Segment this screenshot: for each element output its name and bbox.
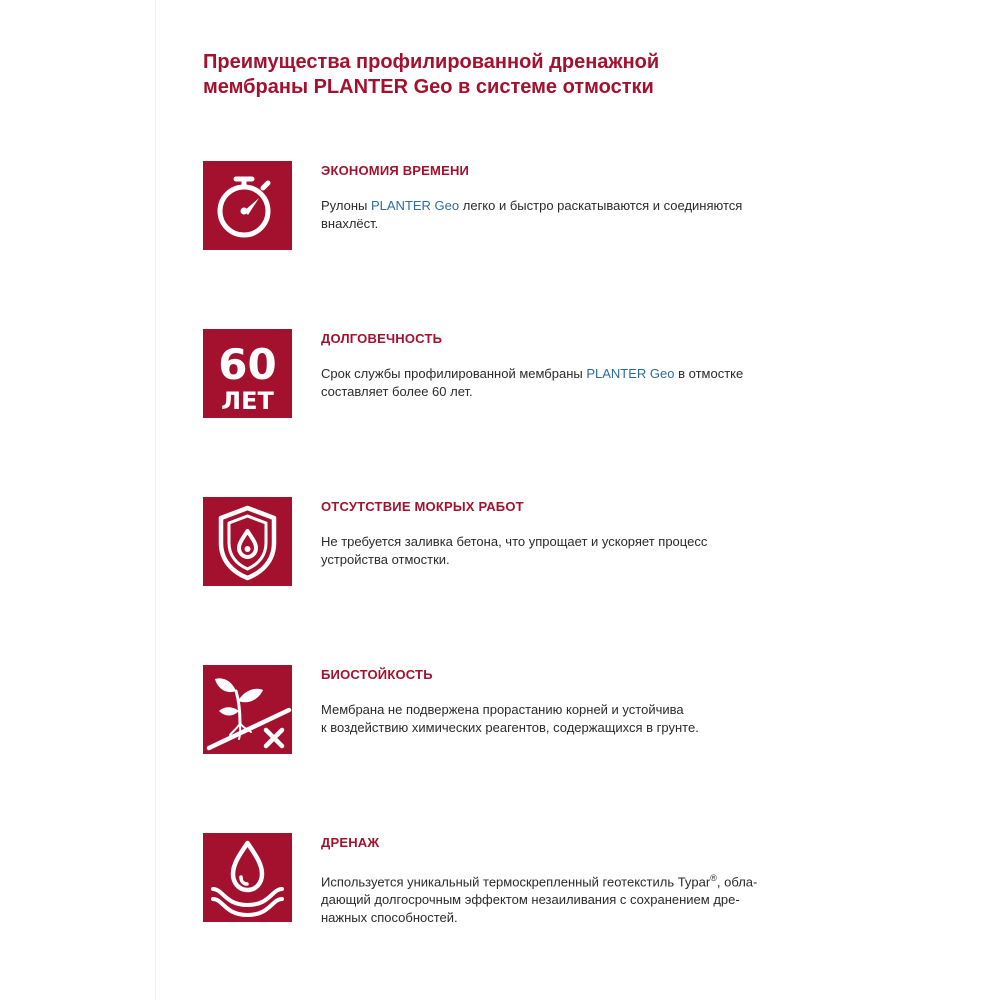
- brand-name: PLANTER Geo: [370, 198, 460, 213]
- desc-text: Рулоны: [321, 198, 371, 213]
- feature-heading: ЭКОНОМИЯ ВРЕМЕНИ: [321, 163, 470, 178]
- desc-text: внахлёст.: [321, 216, 379, 231]
- feature-bio-resistance: [203, 665, 843, 755]
- feature-durability: [203, 329, 843, 419]
- feature-drainage: [203, 833, 843, 926]
- page-title-line-1: Преимущества профилированной дренажной: [203, 51, 660, 73]
- page-title: [203, 50, 843, 100]
- feature-heading: БИОСТОЙКОСТЬ: [321, 667, 433, 682]
- desc-text: дающий долгосрочным эффектом незаиливания с сохранением дре-: [321, 892, 740, 908]
- feature-text: [321, 665, 821, 737]
- desc-text: к воздействию химических реагентов, содержащихся в грунте.: [321, 720, 699, 735]
- feature-text: [321, 161, 821, 233]
- shield-drop-icon: [203, 497, 292, 586]
- desc-text: нажных способностей.: [321, 910, 458, 926]
- feature-text: [321, 833, 821, 927]
- feature-description: [321, 197, 821, 233]
- feature-description: [321, 869, 821, 927]
- feature-description: [321, 533, 821, 569]
- feature-heading: ДОЛГОВЕЧНОСТЬ: [321, 331, 443, 346]
- desc-text: Используется уникальный термоскрепленный геотекстиль Typar: [321, 874, 711, 890]
- drainage-drop-icon: [203, 833, 292, 922]
- desc-text: легко и быстро раскатываются и соединяются: [459, 198, 743, 213]
- registered-mark: ®: [710, 873, 717, 883]
- feature-heading: ДРЕНАЖ: [321, 835, 380, 850]
- feature-heading: ОТСУТСТВИЕ МОКРЫХ РАБОТ: [321, 499, 524, 514]
- page-title-line-2: мембраны PLANTER Geo в системе отмостки: [203, 76, 654, 98]
- feature-description: [321, 701, 821, 737]
- desc-text: Мембрана не подвержена прорастанию корней и устойчива: [321, 702, 684, 717]
- icon-unit: ЛЕТ: [221, 387, 274, 415]
- plant-blocked-icon: [203, 665, 292, 754]
- desc-text: устройства отмостки.: [321, 552, 450, 567]
- stopwatch-icon: [203, 161, 292, 250]
- feature-description: [321, 365, 821, 401]
- desc-text: в отмостке: [674, 366, 744, 381]
- feature-text: [321, 329, 821, 401]
- sixty-years-icon: [203, 329, 292, 418]
- feature-no-wet-work: [203, 497, 843, 587]
- brand-name: PLANTER Geo: [586, 366, 675, 381]
- desc-text: Не требуется заливка бетона, что упрощает и ускоряет процесс: [321, 534, 708, 549]
- feature-time-saving: [203, 161, 843, 251]
- icon-number: 60: [218, 340, 277, 389]
- desc-text: , обла-: [716, 874, 758, 890]
- page-edge-line: [155, 0, 156, 1000]
- desc-text: Срок службы профилированной мембраны: [321, 366, 587, 381]
- desc-text: составляет более 60 лет.: [321, 384, 473, 399]
- feature-text: [321, 497, 821, 569]
